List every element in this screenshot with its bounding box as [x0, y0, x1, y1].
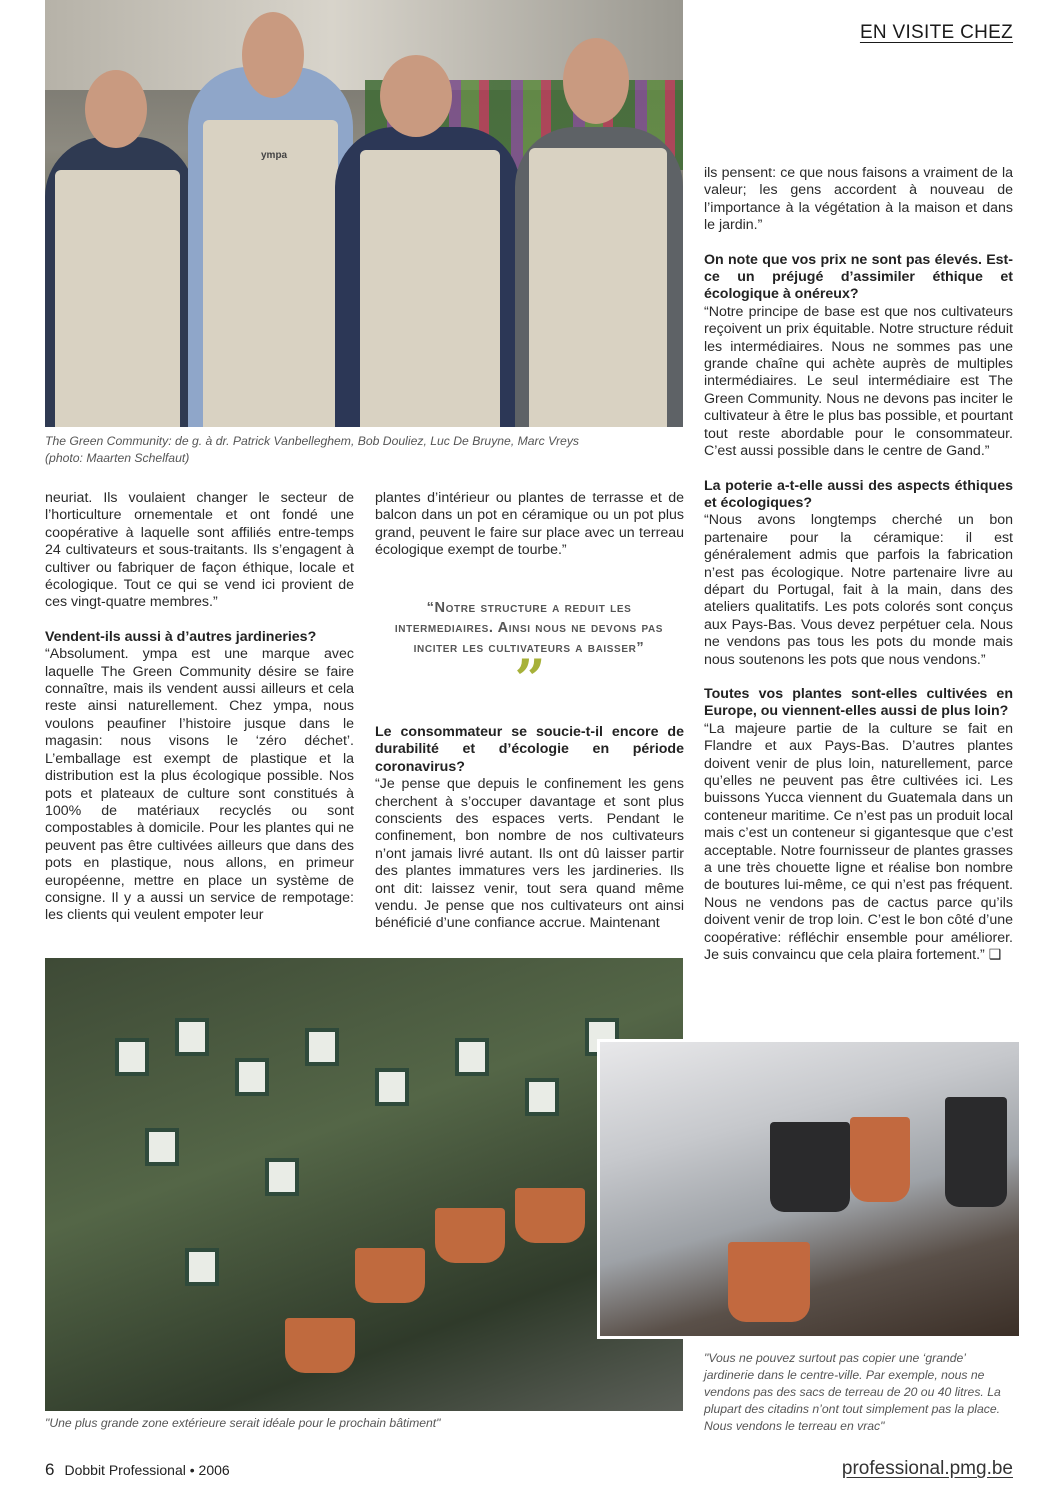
page-number: 6 — [45, 1460, 55, 1479]
qr-tag-icon — [145, 1128, 179, 1166]
person-4-apron — [529, 148, 667, 427]
column-2-lower — [375, 724, 684, 933]
person-1-apron — [55, 170, 180, 427]
counter-photo-caption: "Vous ne pouvez surtout pas copier une ‘grande’ jardinerie dans le centre-ville. Par exemple, nous ne vendons pas des sacs de terreau de 20 ou 40 litres. La plupart des citadins n’ont tout simplement pas la place. Nous vendons le terreau en vrac" — [704, 1351, 1001, 1433]
plants-photo — [45, 958, 683, 1411]
team-caption-names: The Green Community: de g. à dr. Patrick Vanbelleghem, Bob Douliez, Luc De Bruyne, Marc Vreys — [45, 434, 580, 448]
col2-paragraph-1: plantes d’intérieur ou plantes de terrasse et de balcon dans un pot en céramique ou un pot plus grand, peuvent le faire sur place avec un terreau écologique exempt de tourbe.” — [375, 490, 684, 559]
column-3 — [704, 165, 1013, 964]
col3-paragraph-1: ils pensent: ce que nous faisons a vraiment de la valeur; les gens accordent à nouveau de l’importance à la végétation à la maison et dans le jardin.” — [704, 165, 1013, 234]
col3-question-3: Toutes vos plantes sont-elles cultivées en Europe, ou viennent-elles aussi de plus loin? — [704, 685, 1013, 720]
person-3-head — [380, 55, 452, 137]
qr-tag-icon — [235, 1058, 269, 1096]
plants-photo-caption: "Une plus grande zone extérieure serait idéale pour le prochain bâtiment" — [45, 1416, 441, 1430]
potting-counter-photo — [597, 1039, 1022, 1339]
terracotta-pot — [285, 1318, 355, 1373]
terracotta-pot — [515, 1188, 585, 1243]
qr-tag-icon — [375, 1068, 409, 1106]
person-3-apron — [360, 150, 500, 427]
publication-name: Dobbit Professional • 2006 — [64, 1462, 230, 1478]
column-1 — [45, 490, 354, 925]
person-2-head — [242, 12, 304, 98]
qr-tag-icon — [305, 1028, 339, 1066]
qr-tag-icon — [455, 1038, 489, 1076]
col1-paragraph-1: neuriat. Ils voulaient changer le secteur de l’horticulture ornementale et ont fondé une coopérative à laquelle sont affiliés entre-temps 24 cultivateurs et sous-traitants. Ils s’engagent à cultiver ou fabriquer de façon éthique, locale et écologique. Tout ce qui se vend ici provient de ces vingt-quatre membres.” — [45, 490, 354, 611]
col1-paragraph-2: “Absolument. ympa est une marque avec laquelle The Green Community désire se faire connaître, mais ils vendent aussi ailleurs et cela reste ainsi naturellement. Chez ympa, nous voulons peaufiner l’histoire jusque dans le magasin: nous visons le ‘zéro déchet’. L’emballage est exempt de plastique et la distribution est la plus écologique possible. Nos pots et plateaux de culture sont constitués à 100% de matériaux recyclés ou sont compostables à domicile. Pour les plantes qui ne peuvent pas être cultivées ailleurs que dans des pots en plastique, nous allons, en primeur européenne, mettre en place un système de consigne. Il y a aussi un service de rempotage: les clients qui veulent empoter leur — [45, 646, 354, 924]
col3-question-2: La poterie a-t-elle aussi des aspects éthiques et écologiques? — [704, 477, 1013, 511]
person-1-head — [85, 70, 147, 148]
team-photo-caption — [45, 433, 685, 467]
pull-quote: “Notre structure a reduit les intermediaires. Ainsi nous ne devons pas inciter les cultivateurs a baisser” — [394, 600, 664, 656]
col3-paragraph-2: “Notre principe de base est que nos cultivateurs reçoivent un prix équitable. Notre structure réduit les intermédiaires. Nous ne sommes pas une grande chaîne qui achète auprès de multiples intermédiaires. Le seul intermédiaire est The Green Community. Nous ne devons pas inciter le cultivateur à être le plus bas possible, et pourtant tout reste abordable pour le consommateur. C’est aussi possible dans le centre de Gand.” — [704, 303, 1013, 460]
qr-tag-icon — [185, 1248, 219, 1286]
col3-paragraph-4 — [704, 721, 1013, 965]
website-link[interactable]: professional.pmg.be — [841, 1458, 1013, 1479]
quote-mark-icon: ” — [514, 647, 546, 711]
black-pot — [945, 1097, 1007, 1207]
section-label: EN VISITE CHEZ — [859, 22, 1013, 43]
terracotta-pot — [850, 1117, 910, 1202]
col2-question-1: Le consommateur se soucie-t-il encore de durabilité et d’écologie en période coronavirus? — [375, 724, 684, 775]
col3-paragraph-4-text: “La majeure partie de la culture se fait en Flandre et aux Pays-Bas. D’autres plantes doivent venir de plus loin, naturellement, parce qu’elles ne peuvent pas être cultivées ici. Les buissons Yucca viennent du Guatemala dans un conteneur maritime. Ce n’est pas un produit local mais c’est un conteneur si gigantesque que c’est acceptable. Notre fournisseur de plantes grasses a une très chouette ligne et réalise bon nombre de boutures lui-même, ce qui n’est pas fréquent. Nous ne vendons pas de cactus parce qu’ils doivent venir de trop loin. C’est le bon côté d’une coopérative: réfléchir ensemble pour améliorer. Je suis convaincu que cela plaira fortement.” — [704, 720, 1013, 964]
qr-tag-icon — [265, 1158, 299, 1196]
qr-tag-icon — [175, 1018, 209, 1056]
person-4-head — [563, 38, 629, 124]
qr-tag-icon — [115, 1038, 149, 1076]
person-2-apron — [203, 120, 338, 427]
end-of-article-icon: ❑ — [988, 947, 1002, 964]
black-pot — [770, 1122, 850, 1212]
team-caption-credit: (photo: Maarten Schelfaut) — [45, 451, 190, 465]
qr-tag-icon — [525, 1078, 559, 1116]
col2-paragraph-2: “Je pense que depuis le confinement les gens cherchent à s’occuper davantage et sont plus conscients des espaces verts. Pendant le confinement, bon nombre de nos cultivateurs n’ont jamais livré autant. Ils ont dû laisser partir des plantes immatures vers les jardineries. Ils ont dit: laissez venir, tout sera quand même vendu. Je pense que nos cultivateurs ont ainsi bénéficié d’une confiance accrue. Maintenant — [375, 776, 684, 932]
terracotta-pot — [355, 1248, 425, 1303]
apron-logo: ympa — [261, 150, 288, 161]
footer-publication — [45, 1460, 230, 1480]
col1-question-1: Vendent-ils aussi à d’autres jardineries? — [45, 628, 317, 645]
col3-paragraph-3: “Nous avons longtemps cherché un bon partenaire pour la céramique: il est généralement admis que parfois la fabrication n’est pas écologique. Notre partenaire livre au départ du Portugal, fait à la main, dans des ateliers qualitatifs. Les pots colorés sont conçus aux Pays-Bas. Vous devez perpétuer cela. Nous ne vendons pas tous les pots du monde mais nous soutenons les pots que nous vendons.” — [704, 512, 1013, 668]
team-photo — [45, 0, 683, 427]
column-2 — [375, 490, 684, 560]
col3-question-1: On note que vos prix ne sont pas élevés. Est-ce un préjugé d’assimiler éthique et écologique à onéreux? — [704, 251, 1013, 303]
terracotta-pot — [435, 1208, 505, 1263]
terracotta-pot — [728, 1242, 810, 1322]
